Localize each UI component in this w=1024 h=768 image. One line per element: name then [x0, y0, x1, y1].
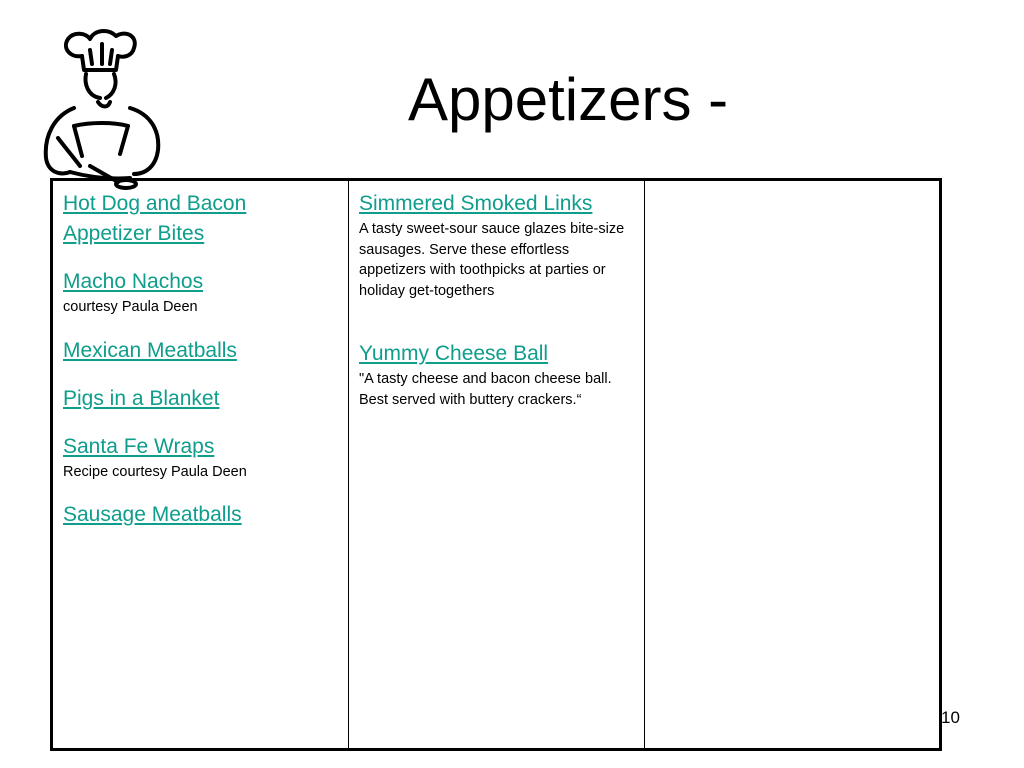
recipe-link-simmered-smoked-links[interactable]: Simmered Smoked Links [359, 192, 593, 215]
chef-clipart-icon [30, 26, 175, 191]
list-item [63, 267, 338, 318]
recipe-column-3 [645, 181, 939, 748]
recipe-note: "A tasty cheese and bacon cheese ball. Best served with buttery crackers.“ [359, 371, 616, 408]
list-item [63, 384, 338, 414]
list-item [359, 189, 634, 301]
recipe-note: A tasty sweet-sour sauce glazes bite-size sausages. Serve these effortless appetizers with toothpicks at parties or holiday get-togethers [359, 221, 629, 299]
recipe-link-sausage-meatballs[interactable]: Sausage Meatballs [63, 503, 242, 526]
recipe-column-1 [53, 181, 349, 748]
recipe-link-yummy-cheese-ball[interactable]: Yummy Cheese Ball [359, 342, 549, 365]
list-item [63, 189, 338, 249]
list-item [63, 336, 338, 366]
recipe-note: courtesy Paula Deen [63, 299, 198, 315]
recipe-note: Recipe courtesy Paula Deen [63, 463, 247, 480]
recipe-link-pigs-in-a-blanket[interactable]: Pigs in a Blanket [63, 386, 220, 410]
recipe-link-santa-fe-wraps[interactable]: Santa Fe Wraps [63, 434, 215, 458]
list-item [63, 432, 338, 483]
recipe-table [50, 178, 942, 751]
recipe-link-mexican-meatballs[interactable]: Mexican Meatballs [63, 338, 237, 362]
recipe-link-macho-nachos[interactable]: Macho Nachos [63, 270, 204, 293]
list-item [359, 339, 634, 410]
recipe-link-hot-dog-bacon-bites[interactable]: Hot Dog and Bacon Appetizer Bites [63, 192, 247, 245]
slide-number: 10 [941, 708, 960, 727]
slide-title: Appetizers - [408, 66, 729, 133]
recipe-column-2 [349, 181, 645, 748]
list-item [63, 500, 338, 530]
